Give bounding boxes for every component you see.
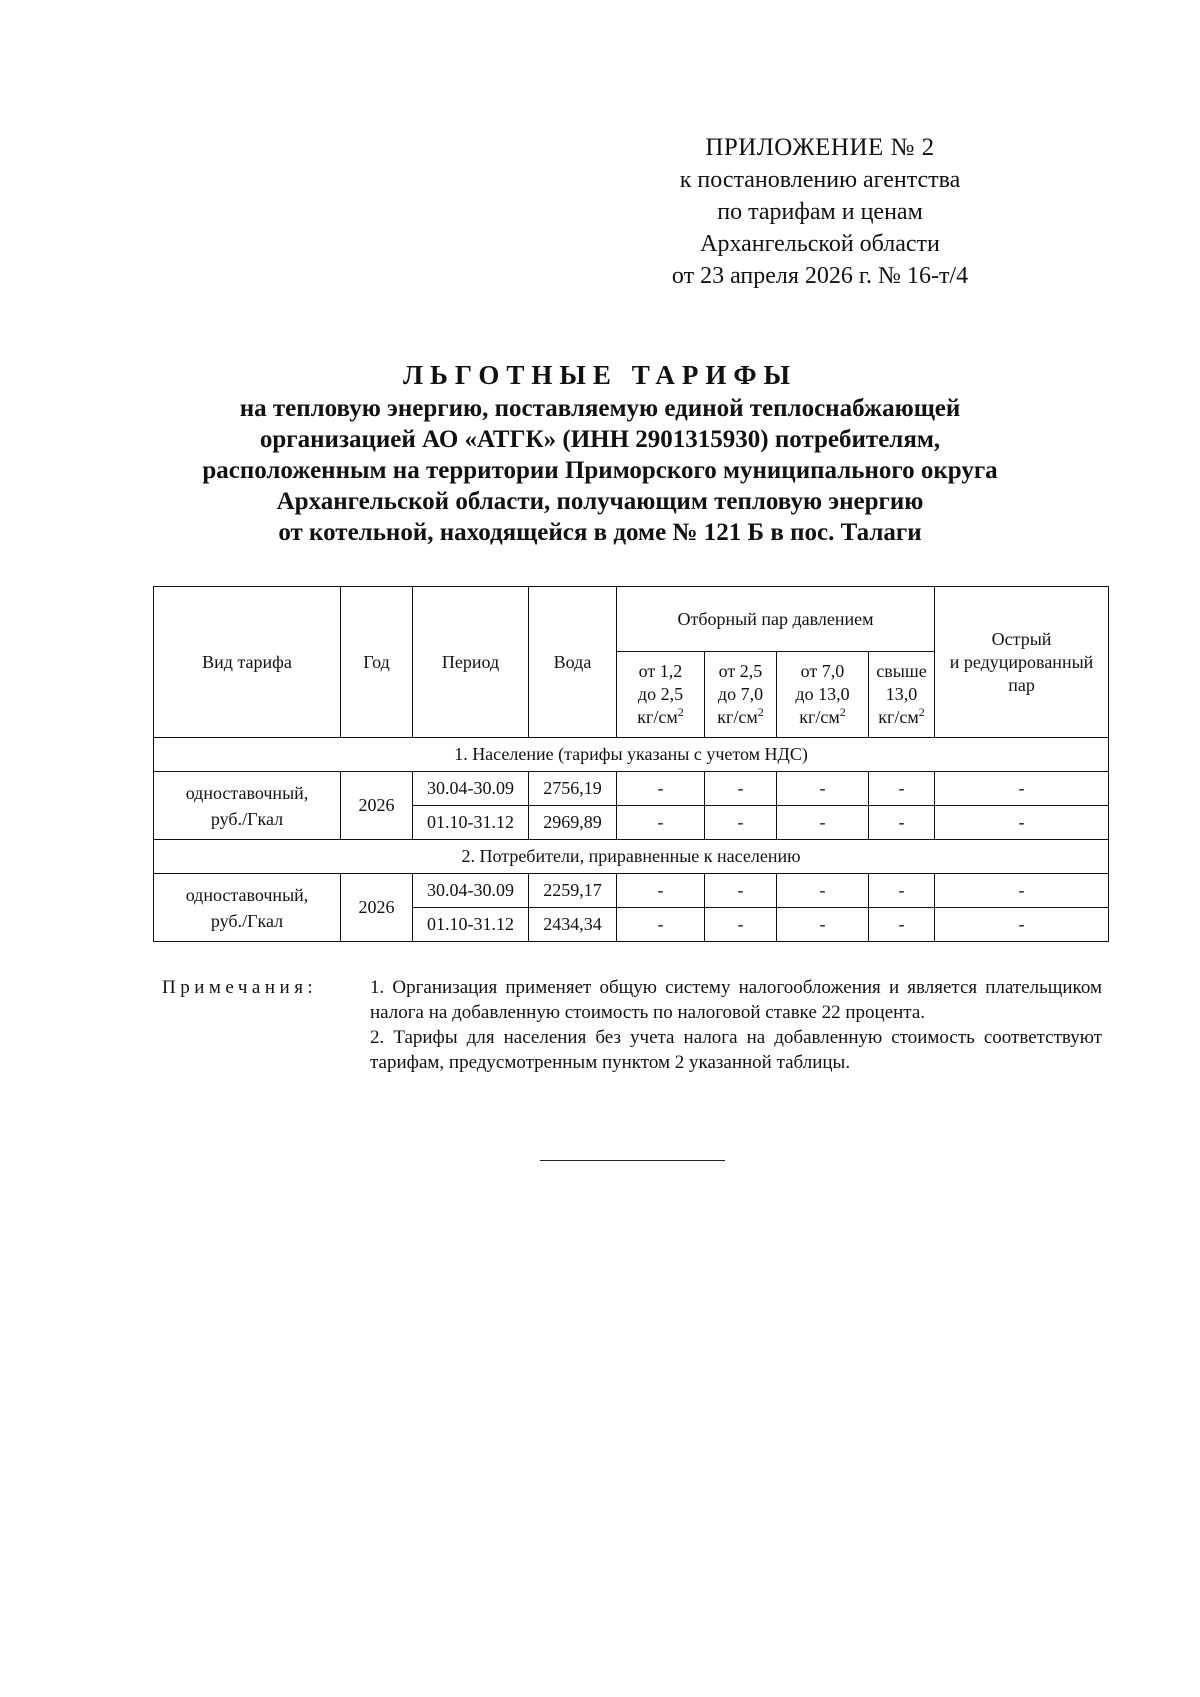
- title-main: ЛЬГОТНЫЕ ТАРИФЫ: [402, 360, 798, 390]
- header-sharp-steam: [935, 587, 1109, 738]
- header-steam-unit: [619, 706, 702, 729]
- steam-cell: -: [869, 772, 935, 806]
- header-steam-line: 13,0: [885, 684, 918, 704]
- end-divider: [540, 1160, 725, 1161]
- period-cell: 30.04-30.09: [413, 772, 529, 806]
- steam-cell: -: [705, 772, 777, 806]
- appendix-header: [620, 132, 1020, 292]
- unit-exponent: 2: [757, 705, 764, 719]
- header-steam-line: от 2,5: [718, 661, 763, 681]
- table-row: [154, 874, 1109, 908]
- steam-cell: -: [705, 874, 777, 908]
- tariff-type-unit: руб./Гкал: [210, 808, 284, 829]
- header-steam-line: до 7,0: [717, 684, 764, 704]
- steam-cell: -: [617, 772, 705, 806]
- title-line: организацией АО «АТГК» (ИНН 2901315930) потребителям,: [259, 426, 941, 453]
- unit-text: кг/см: [637, 707, 678, 727]
- header-steam-line: от 7,0: [800, 661, 845, 681]
- document-title: [140, 357, 1060, 548]
- appendix-line: Архангельской области: [700, 231, 940, 257]
- water-cell: 2259,17: [529, 874, 617, 908]
- steam-cell: -: [617, 874, 705, 908]
- header-sharp-line: и редуцированный: [949, 651, 1094, 672]
- sharp-steam-cell: -: [935, 806, 1109, 840]
- tariffs-table: [153, 586, 1109, 942]
- header-steam-unit: [871, 706, 932, 729]
- water-cell: 2434,34: [529, 908, 617, 942]
- steam-cell: -: [869, 874, 935, 908]
- header-steam-1: [617, 652, 705, 738]
- header-sharp-line: пар: [1008, 674, 1035, 695]
- header-steam-unit: [779, 706, 866, 729]
- steam-cell: -: [617, 806, 705, 840]
- title-line: Архангельской области, получающим тепловую энергию: [276, 488, 924, 515]
- tariff-type-line: одноставочный,: [185, 884, 309, 905]
- section-row: [154, 840, 1109, 874]
- note-item: 2. Тарифы для населения без учета налога на добавленную стоимость соответствуют тарифам, предусмотренным пунктом 2 указанной таблицы.: [370, 1027, 1102, 1073]
- period-cell: 01.10-31.12: [413, 806, 529, 840]
- section-title: 2. Потребители, приравненные к населению: [154, 840, 1109, 874]
- appendix-line: к постановлению агентства: [679, 167, 961, 193]
- steam-cell: -: [705, 908, 777, 942]
- steam-cell: -: [777, 908, 869, 942]
- header-steam-2: [705, 652, 777, 738]
- tariff-type-line: одноставочный,: [185, 782, 309, 803]
- title-subtitle: [140, 393, 1060, 548]
- sharp-steam-cell: -: [935, 908, 1109, 942]
- header-sharp-line: Острый: [991, 628, 1052, 649]
- appendix-date: от 23 апреля 2026 г. № 16-т/4: [671, 263, 969, 289]
- tariff-type-cell: [154, 772, 341, 840]
- period-cell: 30.04-30.09: [413, 874, 529, 908]
- tariff-type-cell: [154, 874, 341, 942]
- header-water: Вода: [529, 587, 617, 738]
- header-steam-3: [777, 652, 869, 738]
- note-item: 1. Организация применяет общую систему налогообложения и является плательщиком налога на добавленную стоимость по налоговой ставке 22 процента.: [370, 977, 1102, 1023]
- unit-exponent: 2: [677, 705, 684, 719]
- section-row: [154, 738, 1109, 772]
- header-steam-line: до 13,0: [795, 684, 850, 704]
- header-period: Период: [413, 587, 529, 738]
- steam-cell: -: [617, 908, 705, 942]
- header-steam-unit: [707, 706, 774, 729]
- steam-cell: -: [777, 806, 869, 840]
- table-header-row: [154, 587, 1109, 652]
- appendix-number: ПРИЛОЖЕНИЕ № 2: [705, 134, 935, 161]
- steam-cell: -: [705, 806, 777, 840]
- table-row: [154, 772, 1109, 806]
- sharp-steam-cell: -: [935, 772, 1109, 806]
- period-cell: 01.10-31.12: [413, 908, 529, 942]
- notes-body: [370, 975, 1102, 1075]
- header-tariff-type: Вид тарифа: [154, 587, 341, 738]
- appendix-line: по тарифам и ценам: [717, 199, 923, 225]
- header-steam-line: свыше: [876, 661, 927, 681]
- header-steam-line: от 1,2: [638, 661, 683, 681]
- year-cell: 2026: [341, 772, 413, 840]
- title-line: на тепловую энергию, поставляемую единой теплоснабжающей: [239, 395, 961, 422]
- section-title: 1. Население (тарифы указаны с учетом НДС): [154, 738, 1109, 772]
- year-cell: 2026: [341, 874, 413, 942]
- tariff-type-unit: руб./Гкал: [210, 910, 284, 931]
- notes-label: Примечания:: [162, 977, 318, 998]
- title-line: расположенным на территории Приморского муниципального округа: [202, 457, 998, 484]
- unit-exponent: 2: [918, 705, 925, 719]
- title-line: от котельной, находящейся в доме № 121 Б в пос. Талаги: [278, 519, 922, 546]
- header-steam-4: [869, 652, 935, 738]
- header-year: Год: [341, 587, 413, 738]
- unit-text: кг/см: [717, 707, 758, 727]
- water-cell: 2969,89: [529, 806, 617, 840]
- unit-exponent: 2: [839, 705, 846, 719]
- steam-cell: -: [777, 772, 869, 806]
- sharp-steam-cell: -: [935, 874, 1109, 908]
- steam-cell: -: [869, 908, 935, 942]
- header-steam-group: Отборный пар давлением: [617, 587, 935, 652]
- steam-cell: -: [869, 806, 935, 840]
- unit-text: кг/см: [878, 707, 919, 727]
- header-steam-line: до 2,5: [637, 684, 684, 704]
- water-cell: 2756,19: [529, 772, 617, 806]
- unit-text: кг/см: [799, 707, 840, 727]
- steam-cell: -: [777, 874, 869, 908]
